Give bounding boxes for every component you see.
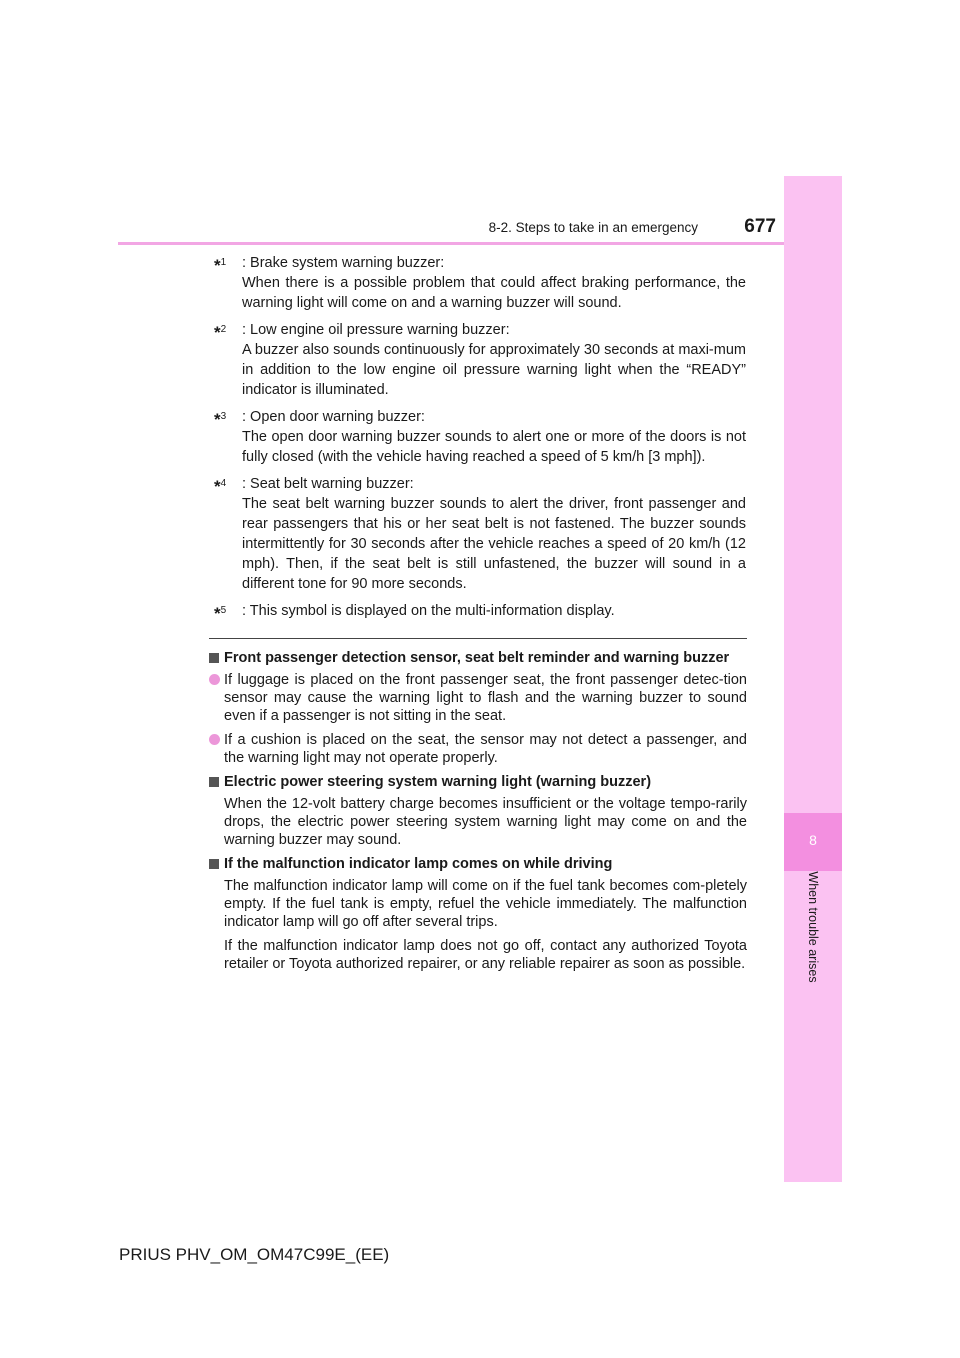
chapter-side-strip xyxy=(784,176,842,1182)
footnote-2 xyxy=(214,320,746,400)
section-heading: If the malfunction indicator lamp comes on while driving xyxy=(209,855,747,873)
section-paragraph: When the 12-volt battery charge becomes insufficient or the voltage tempo-rarily drops, the electric power steering system warning light may come on and the warning buzzer may sound. xyxy=(224,796,747,848)
square-bullet-icon xyxy=(209,859,219,869)
footnote-title: : Seat belt warning buzzer: xyxy=(242,476,414,492)
square-bullet-icon xyxy=(209,777,219,787)
footnote-5 xyxy=(214,601,746,621)
footnote-marker: *$^2$ xyxy=(214,322,227,342)
section-heading: Front passenger detection sensor, seat belt reminder and warning buzzer xyxy=(209,649,747,667)
footnote-title: : Brake system warning buzzer: xyxy=(242,255,445,271)
chapter-number: 8 xyxy=(809,832,817,848)
footnote-marker: *$^1$ xyxy=(214,255,227,275)
footnotes xyxy=(214,253,746,628)
eps-warning-section xyxy=(209,773,747,849)
footnote-marker: *$^3$ xyxy=(214,409,227,429)
list-item: If luggage is placed on the front passenger seat, the front passenger detec-tion sensor may cause the warning light to flash and the warning buzzer to sound even if a passenger is not sitting in the seat. xyxy=(209,671,747,725)
malfunction-lamp-section xyxy=(209,855,747,973)
footnote-marker: *$^4$ xyxy=(214,476,227,496)
footnote-1 xyxy=(214,253,746,313)
footnote-text: A buzzer also sounds continuously for approximately 30 seconds at maxi-mum in addition to the low engine oil pressure warning light when the “READY” indicator is illuminated. xyxy=(242,342,746,398)
document-code: PRIUS PHV_OM_OM47C99E_(EE) xyxy=(119,1245,390,1264)
footnote-4 xyxy=(214,474,746,594)
footnote-text: The seat belt warning buzzer sounds to alert the driver, front passenger and rear passengers that his or her seat belt is not fastened. The buzzer sounds intermittently for 30 seconds after the vehicle reaches a speed of 20 km/h (12 mph). Then, if the seat belt is still unfastened, the buzzer will sound in a different tone for 90 more seconds. xyxy=(242,496,746,592)
chapter-title: When trouble arises xyxy=(806,871,820,983)
circle-bullet-icon xyxy=(209,674,220,685)
footnote-title: : This symbol is displayed on the multi-information display. xyxy=(242,603,615,619)
footnote-title: : Open door warning buzzer: xyxy=(242,409,425,425)
list-item: If a cushion is placed on the seat, the sensor may not detect a passenger, and the warning light may not operate properly. xyxy=(209,731,747,767)
footnote-marker: *$^5$ xyxy=(214,603,227,623)
info-sections xyxy=(209,649,747,979)
square-bullet-icon xyxy=(209,653,219,663)
footnote-3 xyxy=(214,407,746,467)
passenger-sensor-section xyxy=(209,649,747,767)
section-paragraph: The malfunction indicator lamp will come on if the fuel tank becomes com-pletely empty. If the fuel tank is empty, refuel the vehicle immediately. The malfunction indicator lamp will go off after several trips. xyxy=(224,878,747,930)
footnote-text: The open door warning buzzer sounds to alert one or more of the doors is not fully closed (with the vehicle having reached a speed of 5 km/h [3 mph]). xyxy=(242,429,746,465)
section-paragraph: If the malfunction indicator lamp does not go off, contact any authorized Toyota retailer or Toyota authorized repairer, or any reliable repairer as soon as possible. xyxy=(224,938,747,972)
circle-bullet-icon xyxy=(209,734,220,745)
section-title: 8-2. Steps to take in an emergency xyxy=(488,220,698,235)
section-heading: Electric power steering system warning light (warning buzzer) xyxy=(209,773,747,791)
footnote-text: When there is a possible problem that could affect braking performance, the warning light will come on and a warning buzzer will sound. xyxy=(242,275,746,311)
footnote-title: : Low engine oil pressure warning buzzer: xyxy=(242,322,510,338)
header-rule xyxy=(118,242,784,245)
section-separator xyxy=(209,638,747,639)
page-number: 677 xyxy=(744,216,776,237)
